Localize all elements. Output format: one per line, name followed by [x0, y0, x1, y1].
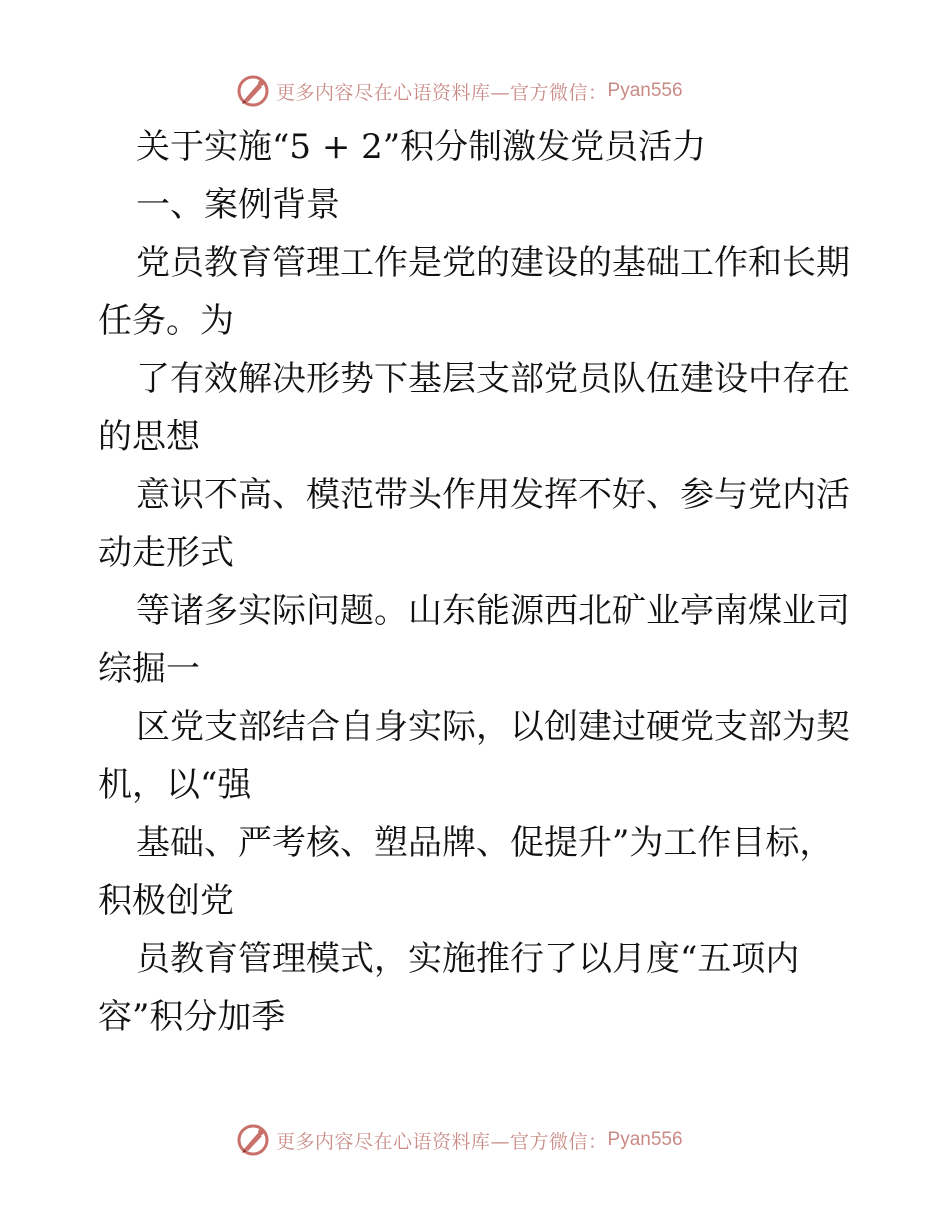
text-line: 的思想	[98, 417, 200, 457]
text-line: 容”积分加季	[98, 997, 286, 1037]
header-banner-text: 更多内容尽在心语资料库—官方微信：	[276, 81, 608, 104]
text-line: 综掘一	[98, 649, 200, 689]
header-wechat-id: Pyan556	[607, 80, 683, 101]
text-line: 一、案例背景	[136, 185, 340, 225]
text-line: 机，以“强	[98, 765, 252, 805]
document-body	[98, 118, 858, 1046]
footer-wechat-id: Pyan556	[607, 1129, 683, 1150]
text-line: 关于实施“5 + 2”积分制激发党员活力	[136, 127, 707, 167]
text-line: 了有效解决形势下基层支部党员队伍建设中存在	[136, 359, 850, 399]
text-line: 党员教育管理工作是党的建设的基础工作和长期	[136, 243, 850, 283]
text-line: 区党支部结合自身实际，以创建过硬党支部为契	[136, 707, 850, 747]
pen-in-circle-logo-icon	[236, 1123, 270, 1157]
text-line: 意识不高、模范带头作用发挥不好、参与党内活	[136, 475, 850, 515]
text-line: 积极创党	[98, 881, 234, 921]
text-line: 基础、严考核、塑品牌、促提升”为工作目标，	[136, 823, 834, 863]
text-line: 员教育管理模式，实施推行了以月度“五项内	[136, 939, 800, 979]
text-line: 动走形式	[98, 533, 234, 573]
text-line: 任务。为	[98, 301, 234, 341]
footer-banner	[236, 1122, 683, 1158]
pen-in-circle-logo-icon	[236, 74, 270, 108]
footer-banner-text: 更多内容尽在心语资料库—官方微信：	[276, 1130, 608, 1153]
header-banner	[236, 73, 683, 109]
text-line: 等诸多实际问题。山东能源西北矿业亭南煤业司	[136, 591, 850, 631]
